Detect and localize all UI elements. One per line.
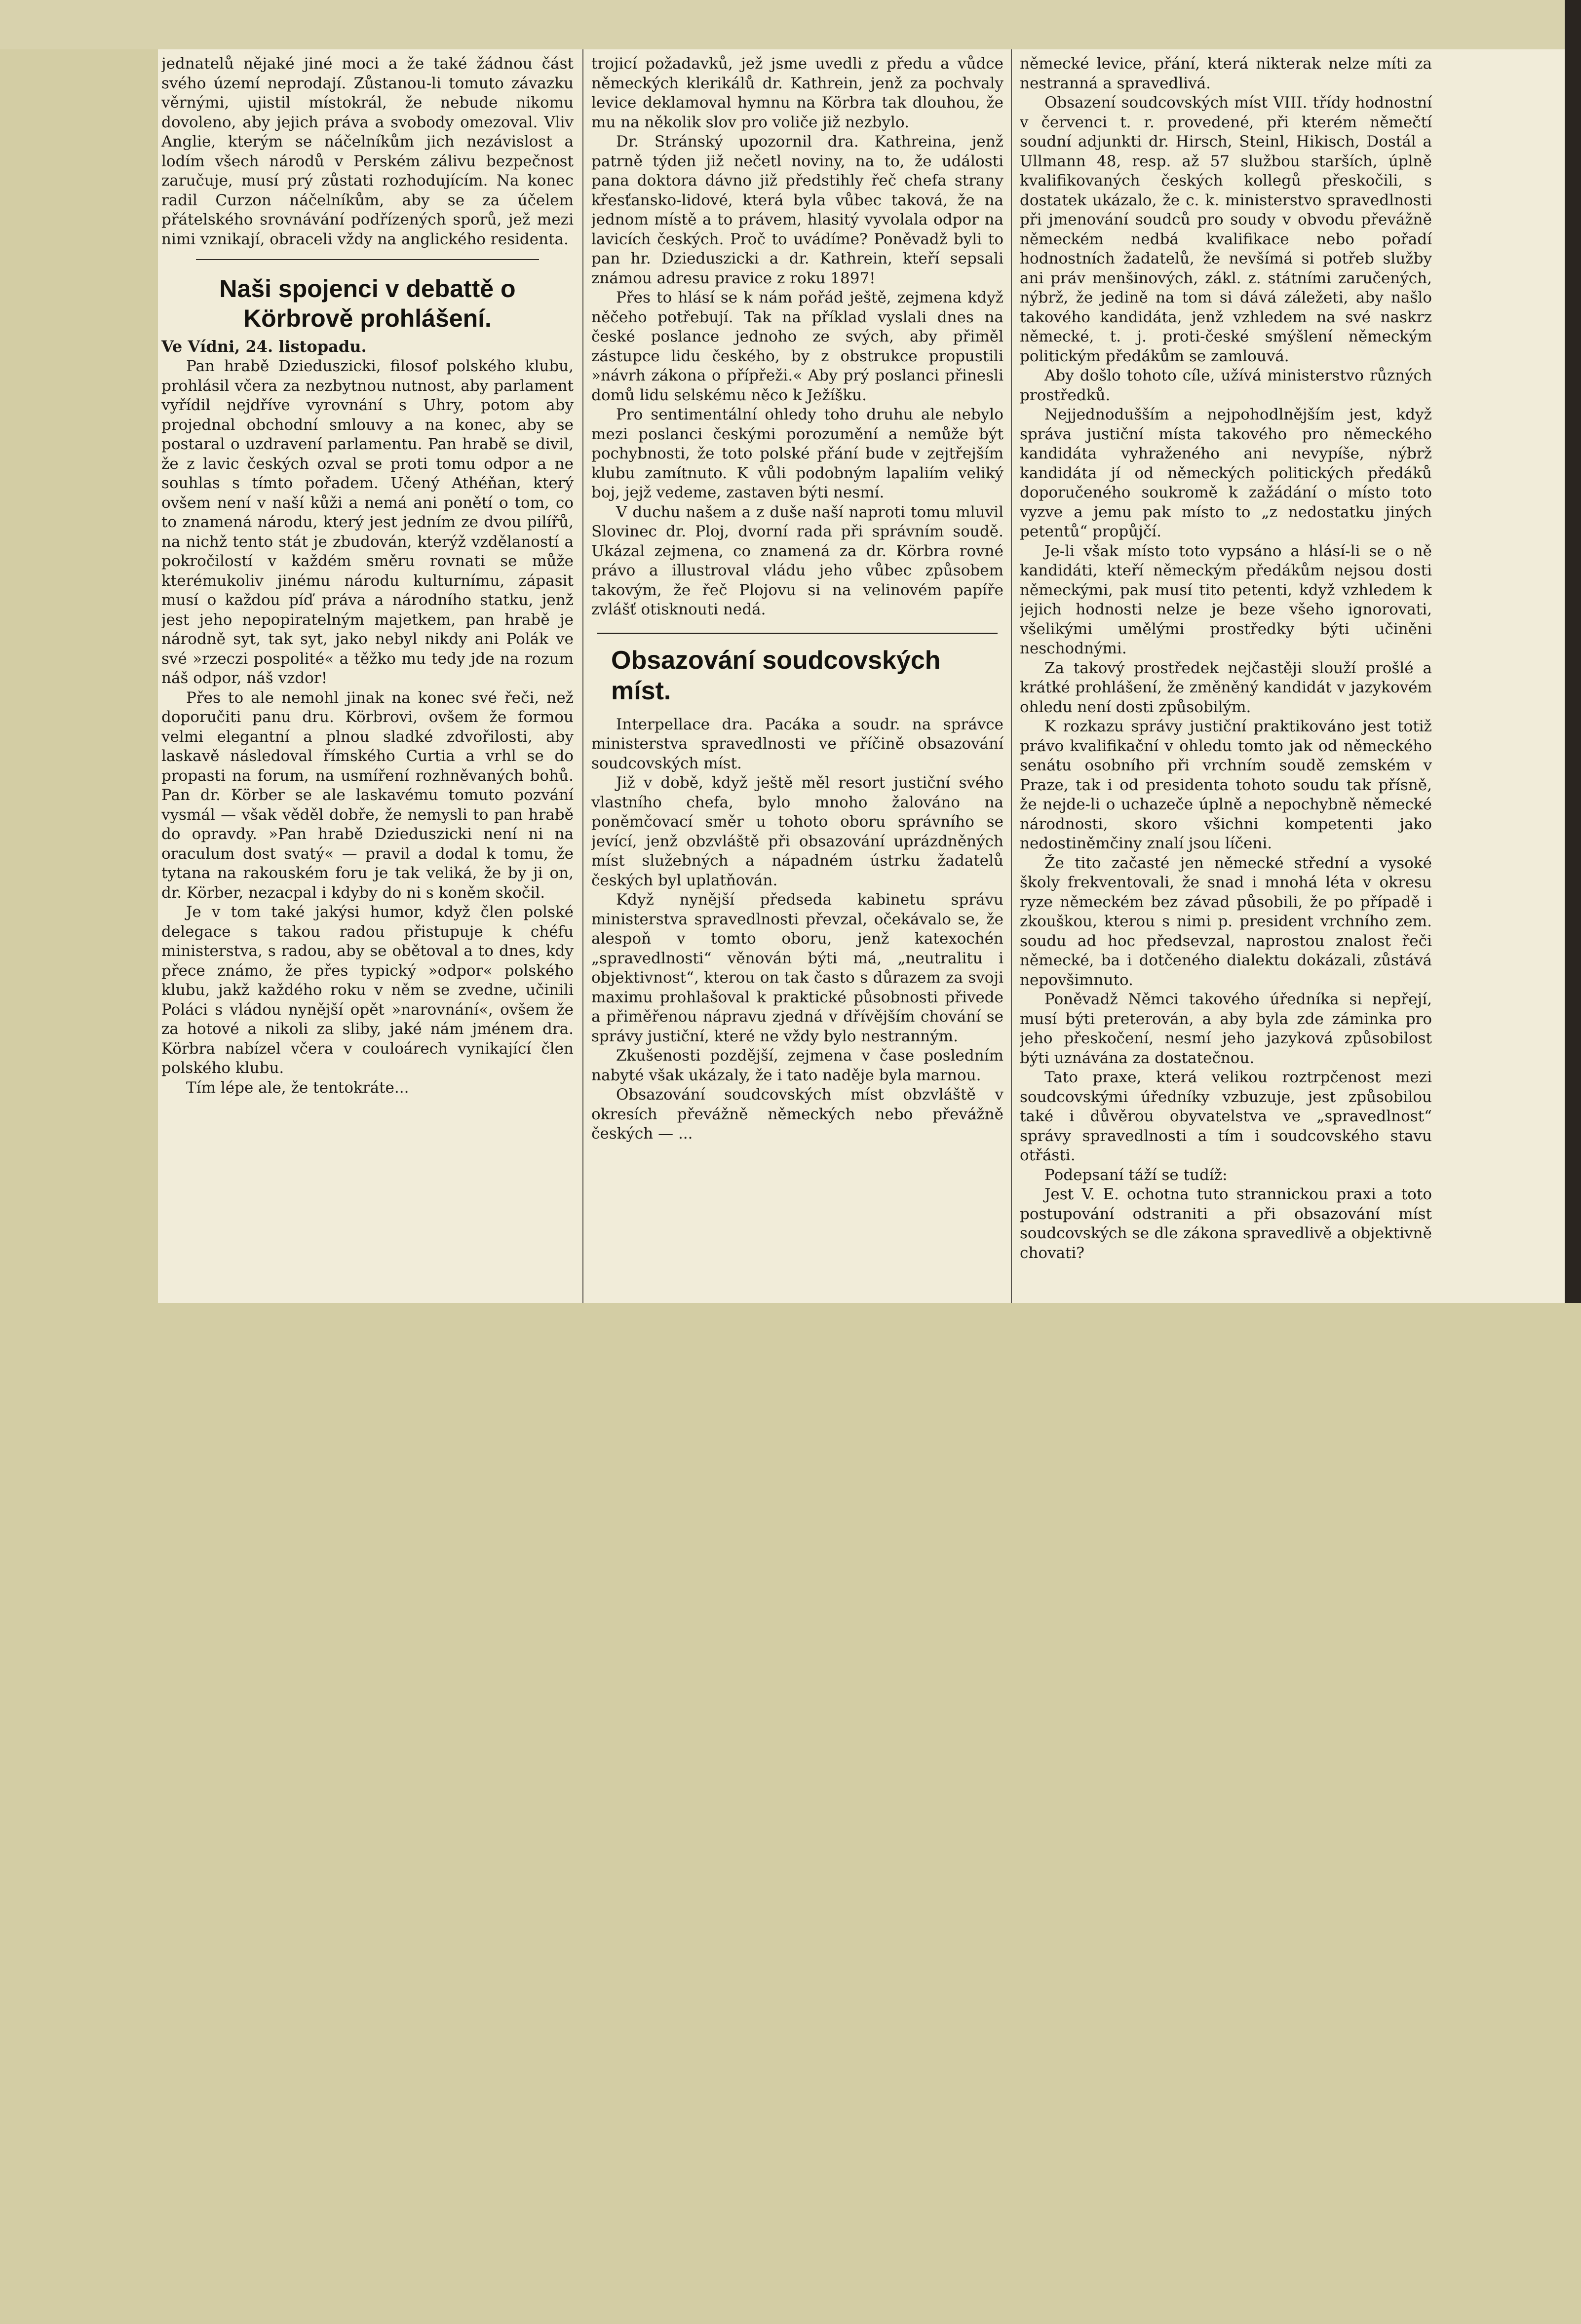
- article-paragraph: Přes to hlásí se k nám pořád ještě, zejmena když něčeho potřebují. Tak na příklad vyslali dnes na české poslance jednoho ze svých, aby přiměl zástupce lidu českého, by z obstrukce propustili »návrh zákona o přípřeži.« Aby prý poslanci přinesli domů lidu selskému něco k Ježíšku.: [591, 289, 1003, 404]
- article-paragraph: V duchu našem a z duše naší naproti tomu mluvil Slovinec dr. Ploj, dvorní rada při správním soudě. Ukázal zejmena, co znamená za dr. Körbra rovné právo a illustroval vládu jeho vůbec způsobem takovým, že řeč Plojovu si na velinovém papíře zvlášť otisknouti nedá.: [591, 503, 1003, 618]
- article-paragraph: trojicí požadavků, jež jsme uvedli z předu a vůdce německých klerikálů dr. Kathrein, jenž za pochvaly levice deklamoval hymnu na Körbra tak dlouhou, že mu na několik slov pro voliče již nezbylo.: [591, 55, 1003, 131]
- article-paragraph: Obsazování soudcovských míst obzvláště v okresích převážně německých nebo převážně českých — ...: [591, 1086, 1003, 1143]
- heading-rule: [196, 259, 539, 260]
- article-paragraph: jednatelů nějaké jiné moci a že také žádnou část svého území neprodají. Zůstanou-li tomuto závazku věrnými, ujistil místokrál, že nebude nikomu dovoleno, aby jejich práva a svobody omezoval. Vliv Anglie, kterým se náčelníkům jich nezávislost a lodím všech národů v Perském zálivu bezpečnost zaručuje, musí prý zůstati rozhodujícím. Na konec radil Curzon náčelníkům, aby se za účelem přátelského srovnávání podřízených sporů, jež mezi nimi vznikají, obraceli vždy na anglického residenta.: [161, 55, 574, 248]
- article-paragraph: Že tito začasté jen německé střední a vysoké školy frekventovali, že snad i mnohá léta v okresu ryze německém bez závad působili, že po případě i zkouškou, kterou s nimi p. president vrchního zem. soudu ad hoc předsevzal, naprostou znalost řeči německé, ba i dotčeného dialektu dokázali, zůstává nepovšimnuto.: [1020, 854, 1432, 989]
- article-heading-obsazovani: Obsazování soudcovských míst.: [611, 646, 941, 705]
- section-rule: [597, 633, 998, 634]
- article-paragraph: Když nynější předseda kabinetu správu ministerstva spravedlnosti převzal, očekávalo se, že alespoň v tomto oboru, jenž katexochén „spravedlnosti“ věnován býti má, „neutralitu i objektivnost“, kterou on tak často s důrazem za svoji maximu prohlašoval k praktické působnosti přivede a přiměřenou nápravu zjedná v dřívějším chování se správy justiční, které ne vždy bylo nestranným.: [591, 891, 1003, 1045]
- column-2: [591, 54, 1003, 1298]
- newspaper-page: [158, 49, 1570, 1303]
- article-paragraph: Je v tom také jakýsi humor, když člen polské delegace s takou radou přistupuje k chéfu ministerstva, s radou, aby se obětoval a to dnes, kdy přece známo, že přes typický »odpor« polského klubu, jakž každého roku v něm se zvedne, učinili Poláci s vládou nynější opět »narovnání«, ovšem že za hotové a nikoli za sliby, jaké nám jménem dra. Körbra nabízel včera v couloárech vynikající člen polského klubu.: [161, 903, 574, 1077]
- article-paragraph: Aby došlo tohoto cíle, užívá ministerstvo různých prostředků.: [1020, 367, 1432, 404]
- article-paragraph: Poněvadž Němci takového úředníka si nepřejí, musí býti preterován, a aby byla zde záminka pro jeho přeskočení, nesmí jeho jazyková způsobilost býti uznávána za dostatečnou.: [1020, 991, 1432, 1067]
- scan-edge-bar: [1565, 0, 1581, 1303]
- column-divider-2: [1011, 49, 1012, 1303]
- article-paragraph: Je-li však místo toto vypsáno a hlásí-li se o ně kandidáti, kteří německým předákům nejsou dosti německými, pak musí tito petenti, když vzhledem k jejich hodnosti nelze je beze všeho ignorovati, všelikými umělými prostředky býti učiněni neschodnými.: [1020, 542, 1432, 657]
- article-paragraph: Přes to ale nemohl jinak na konec své řeči, než doporučiti panu dru. Körbrovi, ovšem že formou velmi elegantní a plnou sladké zdvořilosti, aby laskavě následoval římského Curtia a vrhl se do propasti na forum, na usmíření rozhněvaných bohů. Pan dr. Körber se ale laskavému tomuto pozvání vysmál — však věděl dobře, že nemysli to pan hrabě do opravdy. »Pan hrabě Dzieduszicki není ni na oraculum dost svatý« — pravil a dodal k tomu, že tytana na rakouském foru je tak veliká, že by ji on, dr. Körber, nezacpal i kdyby do ni s koněm skočil.: [161, 688, 574, 902]
- article-paragraph: Dr. Stránský upozornil dra. Kathreina, jenž patrně týden již nečetl noviny, na to, že události pana doktora dávno již předstihly řeč chefa strany křesťansko-lidové, která byla vůbec taková, že na jednom místě a to právem, hlasitý vyvolala odpor na lavicích českých. Proč to uvádíme? Poněvadž byli to pan hr. Dzieduszicki a dr. Kathrein, kteří sepsali známou adresu pravice z roku 1897!: [591, 133, 1003, 287]
- article-heading-spojenci: Naši spojenci v debattě o Körbrově prohlášení.: [219, 275, 516, 332]
- article-paragraph: Podepsaní táží se tudíž:: [1044, 1166, 1228, 1184]
- article-paragraph: Již v době, když ještě měl resort justiční svého vlastního chefa, bylo mnoho žalováno na poněmčovací směr u tohoto oboru správního se jevící, jenž obzvláště při obsazování uprázdněných míst služebných a nápadném ústrku žadatelů českých byl uplatňován.: [591, 774, 1003, 889]
- article-paragraph: Pro sentimentální ohledy toho druhu ale nebylo mezi poslanci českými porozumění a nemůže být pochybnosti, že toto polské přání bude v zejtřejším klubu zamítnuto. K vůli podobným lapaliím veliký boj, jejž vedeme, zastaven býti nesmí.: [591, 406, 1003, 501]
- article-paragraph: Interpellace dra. Pacáka a soudr. na správce ministerstva spravedlnosti ve příčině obsazování soudcovských míst.: [591, 715, 1003, 772]
- article-paragraph: německé levice, přání, která nikterak nelze míti za nestranná a spravedlivá.: [1020, 55, 1432, 92]
- article-paragraph: K rozkazu správy justiční praktikováno jest totiž právo kvalifikační v ohledu tomto jak od německého senátu osobního při vrchním soudě zemském v Praze, tak i od presidenta tohoto soudu tak přísně, že nejde-li o uchazeče úplně a nepochybně německé národnosti, skoro všichni kompetenti jako nedostiněmčiny znalí jsou líčeni.: [1020, 718, 1432, 852]
- article-paragraph: Pan hrabě Dzieduszicki, filosof polského klubu, prohlásil včera za nezbytnou nutnost, aby parlament vyřídil nejdříve vyrovnání s Uhry, potom aby projednal obchodní smlouvy a na konec, aby se postaral o uzdravení parlamentu. Pan hrabě se divil, že z lavic českých ozval se proti tomu odpor a ne souhlas s tímto pořadem. Učený Athéňan, který ovšem není v naší kůži a nemá ani ponětí o tom, co to znamená národu, který jest jedním ze dvou pilířů, na nichž tento stát je zbudován, kterýž vzdělaností a pokročilostí v každém směru rovnati se může kterémukoliv jinému národu kulturnímu, zápasit musí o každou píď práva a národního statku, jenž jest jeho nepopiratelným majetkem, pan hrabě je národně syt, tak syt, jako nebyl nikdy ani Polák ve své »rzeczi pospolité« a těžko mu tedy jde na rozum náš odpor, náš vzdor!: [161, 357, 574, 687]
- article-paragraph: Obsazení soudcovských míst VIII. třídy hodnostní v červenci t. r. provedené, při kterém němečtí soudní adjunkti dr. Hirsch, Steinl, Hikisch, Dostál a Ullmann 48, resp. až 57 službou starších, úplně kvalifikovaných českých kollegů přeskočili, s dostatek ukázalo, že c. k. ministerstvo spravedlnosti při jmenování soudců pro soudy v obvodu převážně německém nedbá kvalifikace nebo pořadí hodnostních žadatelů, že nevšímá si potřeb služby ani práv menšinových, zákl. z. státními zaručených, nýbrž, že jedině na tom si dává záležeti, aby našlo takového kandidáta, jenž vzhledem na své naskrz německé, t. j. proti-české smýšlení německým politickým předákům se zamlouvá.: [1020, 94, 1432, 365]
- top-margin-strip: [0, 0, 1581, 49]
- article-paragraph: Za takový prostředek nejčastěji slouží prošlé a krátké prohlášení, že změněný kandidát v jazykovém ohledu není dosti způsobilým.: [1020, 659, 1432, 716]
- column-3: [1020, 54, 1432, 1298]
- article-paragraph: Tato praxe, která velikou roztrpčenost mezi soudcovskými úředníky vzbuzuje, jest způsobilou také i důvěrou obyvatelstva ve „spravedlnost“ správy spravedlnosti a tím i soudcovského stavu otřásti.: [1020, 1068, 1432, 1164]
- article-paragraph: Nejjednodušším a nejpohodlnějším jest, když správa justiční místa takového pro německého kandidáta vyhraženého ani nevypíše, nýbrž kandidáta jí od německých politických předáků doporučeného soukromě k zažádání o místo toto vyzve a jemu pak místo to „z nedostatku jiných petentů“ propůjčí.: [1020, 406, 1432, 540]
- article-paragraph: Tím lépe ale, že tentokráte...: [186, 1078, 409, 1097]
- dateline: Ve Vídni, 24. listopadu.: [161, 337, 367, 356]
- column-1: [161, 54, 574, 1298]
- column-divider-1: [582, 49, 583, 1303]
- article-paragraph: Jest V. E. ochotna tuto strannickou praxi a toto postupování odstraniti a při obsazování míst soudcovských se dle zákona spravedlivě a objektivně chovati?: [1020, 1185, 1432, 1262]
- article-paragraph: Zkušenosti pozdější, zejmena v čase posledním nabyté však ukázaly, že i tato naděje byla marnou.: [591, 1047, 1003, 1084]
